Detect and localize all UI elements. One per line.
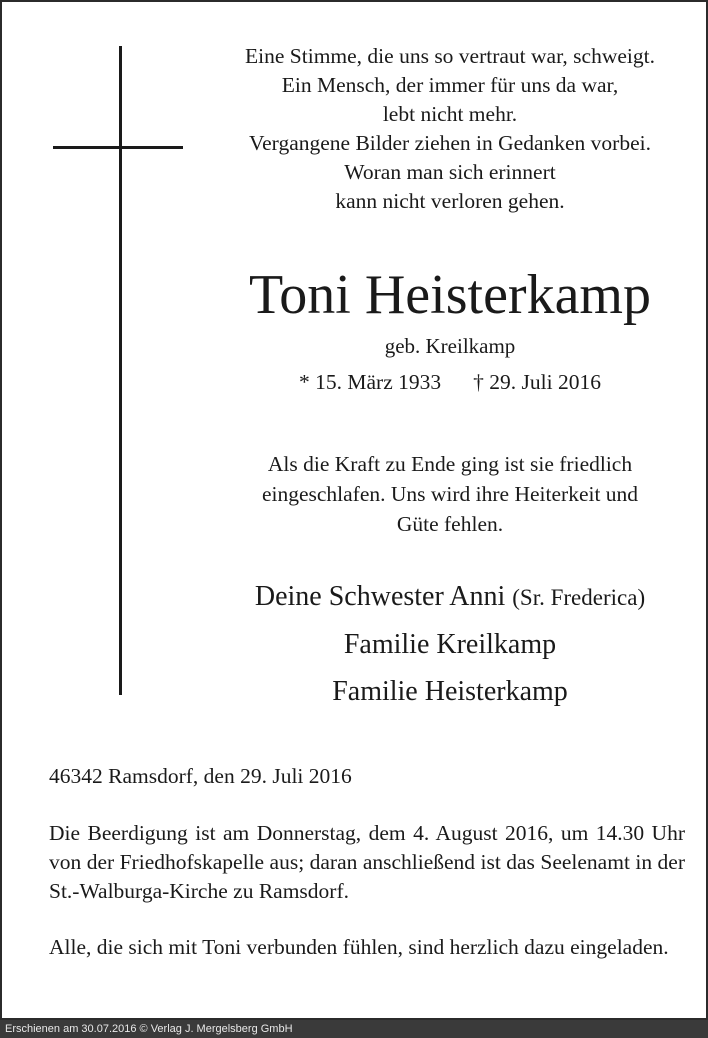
mourner-sister bbox=[192, 573, 708, 621]
poem-line: Woran man sich erinnert bbox=[344, 160, 556, 184]
poem-line: lebt nicht mehr. bbox=[382, 102, 518, 126]
memorial-quote bbox=[192, 449, 708, 539]
mourner-family-kreilkamp: Familie Kreilkamp bbox=[343, 629, 557, 660]
poem-line: Vergangene Bilder ziehen in Gedanken vorbei. bbox=[249, 131, 651, 155]
mourner-family-heisterkamp: Familie Heisterkamp bbox=[332, 676, 568, 707]
life-dates bbox=[192, 368, 708, 396]
poem-line: kann nicht verloren gehen. bbox=[335, 189, 565, 213]
publication-footer: Erschienen am 30.07.2016 © Verlag J. Mergelsberg GmbH bbox=[0, 1020, 708, 1038]
quote-line: Güte fehlen. bbox=[396, 512, 504, 536]
place-date: 46342 Ramsdorf, den 29. Juli 2016 bbox=[49, 764, 352, 788]
poem-line: Ein Mensch, der immer für uns da war, bbox=[281, 73, 619, 97]
death-date: † 29. Juli 2016 bbox=[473, 370, 601, 394]
mourners bbox=[192, 573, 708, 715]
poem bbox=[192, 42, 708, 216]
cross-icon-horizontal bbox=[53, 146, 183, 149]
cross-icon-vertical bbox=[119, 46, 122, 695]
quote-line: Als die Kraft zu Ende ging ist sie friedlich bbox=[267, 452, 633, 476]
deceased-name: Toni Heisterkamp bbox=[249, 264, 651, 326]
funeral-details: Die Beerdigung ist am Donnerstag, dem 4. August 2016, um 14.30 Uhr von der Friedhofskapelle aus; daran anschließend ist das Seelenamt in der St.-Walburga-Kirche zu Ramsdorf. bbox=[49, 821, 685, 903]
mourner-sister-note: (Sr. Frederica) bbox=[512, 585, 646, 610]
invitation: Alle, die sich mit Toni verbunden fühlen, sind herzlich dazu eingeladen. bbox=[49, 935, 669, 959]
mourner-sister-name: Deine Schwester Anni bbox=[254, 581, 506, 612]
quote-line: eingeschlafen. Uns wird ihre Heiterkeit und bbox=[261, 482, 639, 506]
birth-date: * 15. März 1933 bbox=[299, 370, 442, 394]
poem-line: Eine Stimme, die uns so vertraut war, schweigt. bbox=[245, 44, 655, 68]
birth-name: geb. Kreilkamp bbox=[384, 334, 516, 358]
